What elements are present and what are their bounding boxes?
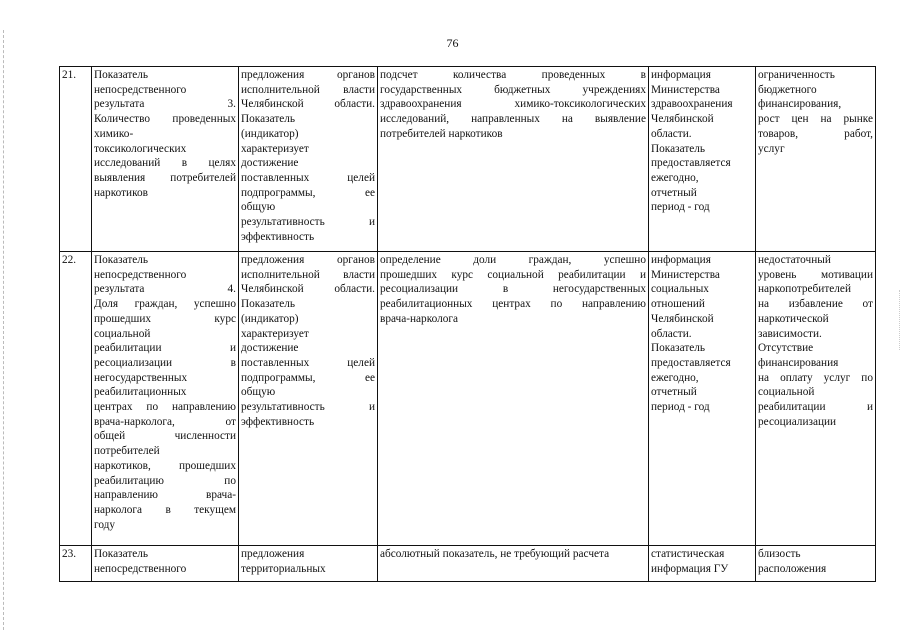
cell-line: подпрограммы, ее [241,371,375,384]
cell-line: исполнительной власти [241,268,375,281]
cell-line: характеризует [241,327,309,340]
cell-line: на избавление от [758,298,873,311]
cell-line: общую [241,386,276,399]
cell-line: социальных [651,283,709,296]
cell-line: эффективность [241,415,315,428]
cell-line: Отсутствие [758,342,814,355]
risks-cell [756,546,876,582]
cell-line: определение доли граждан, успешно [380,254,646,266]
cell-line: исследований в целях [94,157,236,170]
cell-line: Показатель [94,548,149,560]
info-cell [649,67,756,252]
cell-line: Челябинской области. [241,98,375,111]
cell-line: отчетный [651,186,697,199]
cell-line: общую [241,201,276,214]
cell-line: Показатель [94,254,149,266]
cell-line: наркотиков, прошедших [94,459,236,472]
cell-line: потребителей наркотиков [380,127,503,140]
cell-line: Министерства [651,83,720,96]
table-row [60,546,876,582]
cell-line: Показатель [651,342,706,355]
cell-line: услуг [758,142,785,155]
cell-line: исследований, направленных на выявление [380,113,646,126]
cell-line: уровень мотивации [758,268,873,281]
cell-line: характеризует [241,142,309,155]
cell-line: реабилитационных центрах по направлению [380,298,646,311]
cell-line: нарколога в текущем [94,503,236,516]
cell-line: близость [758,548,801,560]
cell-line: выявления потребителей [94,171,236,184]
cell-line: отчетный [651,386,697,399]
cell-line: здравоохранения химико-токсикологических [380,98,646,111]
cell-line: результативность и [241,401,375,414]
cell-line: государственных бюджетных учреждениях [380,83,646,96]
cell-line: Министерства [651,268,720,281]
cell-line: ресоциализации в негосударственных [380,283,646,296]
cell-line: Показатель [94,69,149,81]
cell-line: наркотиков [94,186,149,199]
cell-line: расположения [758,562,827,575]
cell-line: подпрограммы, ее [241,186,375,199]
cell-line: социальной [758,386,815,399]
cell-line: Показатель [651,142,706,155]
cell-line: непосредственного [94,562,187,575]
cell-line: результата 3. [94,98,236,111]
info-cell [649,252,756,546]
cell-line: информация ГУ [651,562,729,575]
cell-line: Челябинской [651,312,714,325]
method-cell [378,67,649,252]
indicator-cell [92,252,239,546]
cell-line: предложения органов [241,254,375,266]
cell-line: ресоциализации [758,415,837,428]
indicator-cell [92,546,239,582]
cell-line: ежегодно, [651,371,699,384]
cell-line: предложения органов [241,69,375,81]
cell-line: ограниченность [758,69,835,81]
cell-line: прошедших курс [94,312,236,325]
cell-line: Челябинской [651,113,714,126]
cell-line: информация [651,254,711,266]
cell-line: (индикатор) [241,127,299,140]
table-row [60,67,876,252]
cell-line: Доля граждан, успешно [94,298,236,311]
cell-line: достижение [241,157,299,170]
row-number: 21. [60,67,92,252]
cell-line: бюджетного [758,83,817,96]
cell-line: потребителей [94,445,160,458]
cell-line: зависимости. [758,327,822,340]
page-number: 76 [446,36,459,50]
cell-line: подсчет количества проведенных в [380,69,646,81]
cell-line: непосредственного [94,83,187,96]
scan-edge-marks [3,30,6,630]
cell-line: период - год [651,401,710,414]
cell-line: реабилитационных [94,386,187,399]
cell-line: товаров, работ, [758,127,873,140]
cell-line: негосударственных [94,371,188,384]
cell-line: Показатель [241,298,296,311]
info-cell [649,546,756,582]
cell-line: наркопотребителей [758,283,851,296]
cell-line: непосредственного [94,268,187,281]
table-row [60,252,876,546]
cell-line: эффективность [241,230,315,243]
cell-line: области. [651,127,692,140]
row-number: 22. [60,252,92,546]
cell-line: Показатель [241,113,296,126]
cell-line: статистическая [651,548,725,560]
source-cell [239,252,378,546]
cell-line: предоставляется [651,157,731,170]
cell-line: Челябинской области. [241,283,375,296]
cell-line: здравоохранения [651,98,733,111]
cell-line: исполнительной власти [241,83,375,96]
row-number: 23. [60,546,92,582]
risks-cell [756,67,876,252]
cell-line: информация [651,69,711,81]
method-cell [378,252,649,546]
cell-line: поставленных целей [241,356,375,369]
cell-line: результативность и [241,216,375,229]
cell-line: результата 4. [94,283,236,296]
cell-line: реабилитации и [94,342,236,355]
cell-line: ресоциализации в [94,356,236,369]
cell-line: реабилитации и [758,401,873,414]
cell-line: (индикатор) [241,312,299,325]
cell-line: рост цен на рынке [758,113,873,126]
indicator-cell [92,67,239,252]
cell-line: недостаточный [758,254,831,266]
cell-line: направлению врача- [94,489,236,502]
cell-line: предложения [241,548,305,560]
cell-line: области. [651,327,692,340]
indicators-table [59,66,876,582]
cell-line: финансирования [758,356,839,369]
cell-line: химико- [94,127,134,140]
cell-line: наркотической [758,312,829,325]
method-cell [378,546,649,582]
cell-line: реабилитацию по [94,474,236,487]
cell-line: поставленных целей [241,171,375,184]
cell-line: прошедших курс социальной реабилитации и [380,268,646,281]
cell-line: врача-нарколога, от [94,415,236,428]
source-cell [239,546,378,582]
scan-edge-marks-right [899,290,902,350]
cell-line: территориальных [241,562,326,575]
cell-line: достижение [241,342,299,355]
cell-line: токсикологических [94,142,187,155]
cell-line: финансирования, [758,98,842,111]
cell-line: центрах по направлению [94,401,236,414]
cell-line: период - год [651,201,710,214]
cell-line: году [94,518,116,531]
risks-cell [756,252,876,546]
cell-line: ежегодно, [651,171,699,184]
cell-line: отношений [651,298,705,311]
cell-line: абсолютный показатель, не требующий расчета [380,548,610,560]
cell-line: на оплату услуг по [758,371,873,384]
cell-line: общей численности [94,430,236,443]
cell-line: Количество проведенных [94,113,236,126]
cell-line: врача-нарколога [380,312,459,325]
cell-line: предоставляется [651,356,731,369]
cell-line: социальной [94,327,151,340]
source-cell [239,67,378,252]
